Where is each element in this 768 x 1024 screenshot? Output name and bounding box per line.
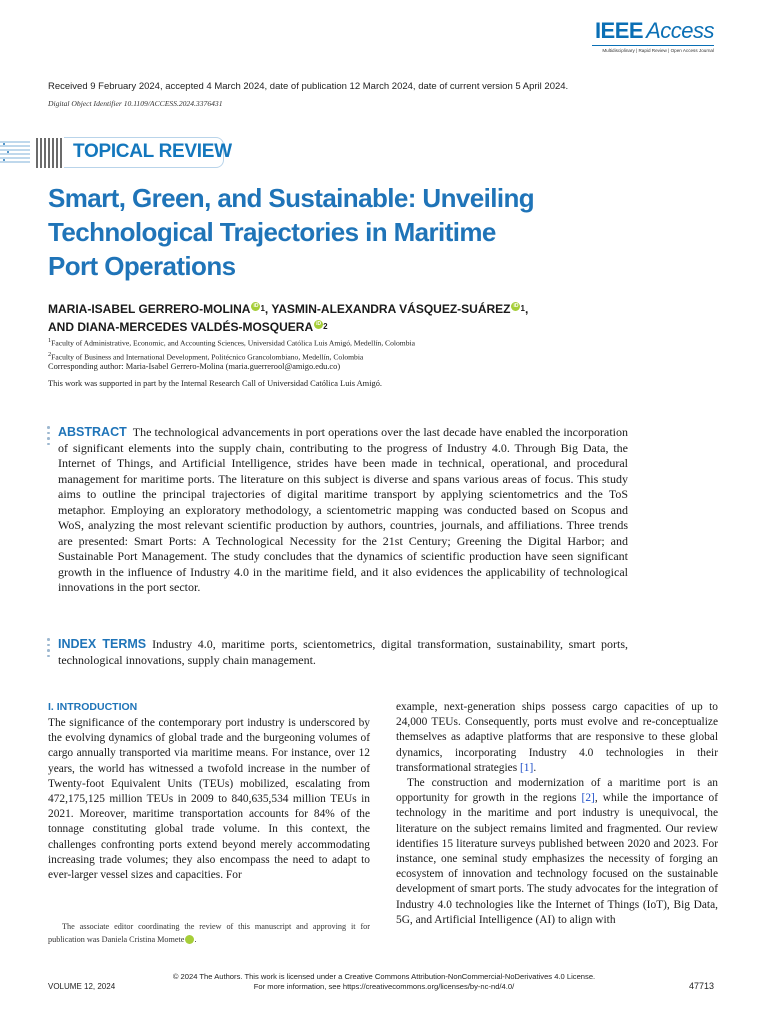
orcid-icon[interactable]: iD	[185, 935, 194, 944]
author-separator: ,	[524, 302, 529, 316]
right-column	[396, 700, 718, 928]
intro-paragraph-continued: example, next-generation ships possess cargo capacities of up to 24,000 TEUs. Consequently, ports must evolve and re-conceptualize themselves as adaptive platforms that are responsive to these global dynamics, incorporating Industry 4.0 technologies in their transformational strategies [1].	[396, 701, 718, 774]
banner-stripes-icon	[0, 136, 64, 170]
title-line-1: Smart, Green, and Sustainable: Unveiling	[48, 183, 535, 213]
affiliation-2	[48, 349, 415, 363]
license-notice	[0, 972, 768, 992]
logo-tagline: Multidisciplinary | Rapid Review | Open Access Journal	[602, 48, 714, 53]
citation-link[interactable]: [2]	[581, 792, 595, 805]
affiliation-1	[48, 335, 415, 349]
author-affil-number: 1	[260, 304, 265, 313]
abstract	[58, 425, 628, 596]
affil-number: 2	[48, 350, 52, 358]
corresponding-author: Corresponding author: Maria-Isabel Gerrero-Molina (maria.guerrerool@amigo.edu.co)	[48, 362, 341, 371]
article-title	[48, 181, 688, 283]
index-terms-marker-icon	[47, 638, 50, 660]
left-column	[48, 700, 370, 883]
title-line-2: Technological Trajectories in Maritime	[48, 217, 496, 247]
orcid-icon[interactable]: iD	[513, 303, 519, 309]
author-affil-number: 2	[323, 322, 328, 331]
footnote-text: The associate editor coordinating the review of this manuscript and approving it for publication was Daniela Cristina Momete	[48, 922, 370, 944]
index-terms-label: INDEX TERMS	[58, 637, 147, 651]
license-url[interactable]: For more information, see https://creativecommons.org/licenses/by-nc-nd/4.0/	[253, 982, 515, 991]
author-affil-number: 1	[520, 304, 525, 313]
paragraph-text: example, next-generation ships possess cargo capacities of up to 24,000 TEUs. Consequently, ports must evolve and re-conceptualize themselves as adaptive platforms that are responsive to these global dynamics, incorporating Industry 4.0 technologies in their transformational strategies	[396, 701, 718, 774]
citation-link[interactable]: [1]	[520, 761, 534, 774]
editor-footnote: The associate editor coordinating the review of this manuscript and approving it for publication was Daniela Cristina Momete iD.	[48, 922, 370, 944]
publication-dates: Received 9 February 2024, accepted 4 March 2024, date of publication 12 March 2024, date of current version 5 April 2024.	[48, 81, 569, 92]
logo-brand-italic: Access	[646, 18, 714, 43]
author-name: AND DIANA-MERCEDES VALDÉS-MOSQUERA	[48, 320, 314, 334]
affil-number: 1	[48, 337, 52, 344]
section-heading: I. INTRODUCTION	[48, 701, 138, 713]
title-line-3: Port Operations	[48, 251, 236, 281]
paragraph-text: , while the importance of technology in the maritime and port industry is unequivocal, the literature on the subject remains limited and fragmented. Our review identifies 15 literature surveys published between 2020 and 2023. For instance, one seminal study emphasizes the necessity of forging an ecosystem of innovation and technology focused on the sustainable development of smart ports. The study advocates for the integration of Industry 4.0 technologies like the Internet of Things (IoT), Big Data, 5G, and Artificial Intelligence (AI) to align with	[396, 792, 718, 926]
orcid-icon[interactable]: iD	[253, 303, 259, 309]
logo-brand-bold: IEEE	[594, 18, 644, 43]
affiliation-text: Faculty of Administrative, Economic, and Accounting Sciences, Universidad Católica Luis Amigó, Medellín, Colombia	[51, 338, 415, 348]
license-line: © 2024 The Authors. This work is licensed under a Creative Commons Attribution-NonCommercial-NoDerivatives 4.0 License.	[172, 972, 596, 981]
volume-label: VOLUME 12, 2024	[48, 982, 116, 991]
abstract-marker-icon	[47, 426, 50, 448]
abstract-text: The technological advancements in port operations over the last decade have enabled the incorporation of significant elements into the supply chain, contributing to the progress of Industry 4.0. Through Big Data, the Internet of Things, and Artificial Intelligence, strides have been made in technical, operational, and procedural management for maritime ports. The literature on this subject is diverse and spans various areas of focus. This study aims to outline the principal trajectories of digital maritime transport by applying scientometrics and the ToS metaphor. Employing an exploratory methodology, a scientometric mapping was conducted based on Scopus and WoS, analyzing the most relevant scientific production by authors, countries, journals, and affiliations. Three trends are presented: Smart Ports: A Technological Necessity for the 21st Century; Greening the Digital Harbor; and Sustainable Port Management. The study concludes that the dynamics of scientific production have seen significant growth in the influence of Industry 4.0 in the maritime field, and it also evidences the applicability of technological innovations in the port sector.	[58, 425, 628, 594]
abstract-label: ABSTRACT	[58, 425, 127, 439]
journal-logo	[592, 20, 714, 53]
author-name: MARIA-ISABEL GERRERO-MOLINA	[48, 302, 251, 316]
affiliations	[48, 335, 415, 362]
intro-paragraph-2	[396, 776, 718, 928]
paragraph-text: The construction and modernization of a maritime port is an opportunity for growth in the regions	[396, 777, 718, 805]
index-terms	[58, 637, 628, 668]
funding-note: This work was supported in part by the Internal Research Call of Universidad Católica Luis Amigó.	[48, 379, 382, 388]
author-list	[48, 300, 528, 336]
intro-paragraph: The significance of the contemporary port industry is underscored by the evolving dynamics of global trade and the burgeoning volumes of cargo annually transported via maritime means. For instance, over 12 years, the world has witnessed a twofold increase in the number of Twenty-foot Equivalent Units (TEUs) mobilized, escalating from 472,175,125 million TEUs in 2009 to 840,635,534 million TEUs in 2021. Moreover, maritime transportation accounts for 84% of the tonnage constituting global trade volume. In this context, the challenges confronting ports extend beyond merely accommodating increasing trade volumes; they also encompass the need to adapt to ever-larger vessel sizes and capacities. For	[48, 717, 370, 882]
affiliation-text: Faculty of Business and International Development, Politécnico Grancolombiano, Medellín, Colombia	[51, 352, 364, 362]
article-type-label: TOPICAL REVIEW	[73, 141, 232, 162]
author-name: , YASMIN-ALEXANDRA VÁSQUEZ-SUÁREZ	[264, 302, 511, 316]
page-number: 47713	[688, 981, 714, 991]
index-terms-text: Industry 4.0, maritime ports, scientometrics, digital transformation, sustainability, smart ports, technological innovations, supply chain management.	[58, 637, 628, 667]
doi: Digital Object Identifier 10.1109/ACCESS.2024.3376431	[48, 99, 223, 108]
orcid-icon[interactable]: iD	[316, 321, 322, 327]
